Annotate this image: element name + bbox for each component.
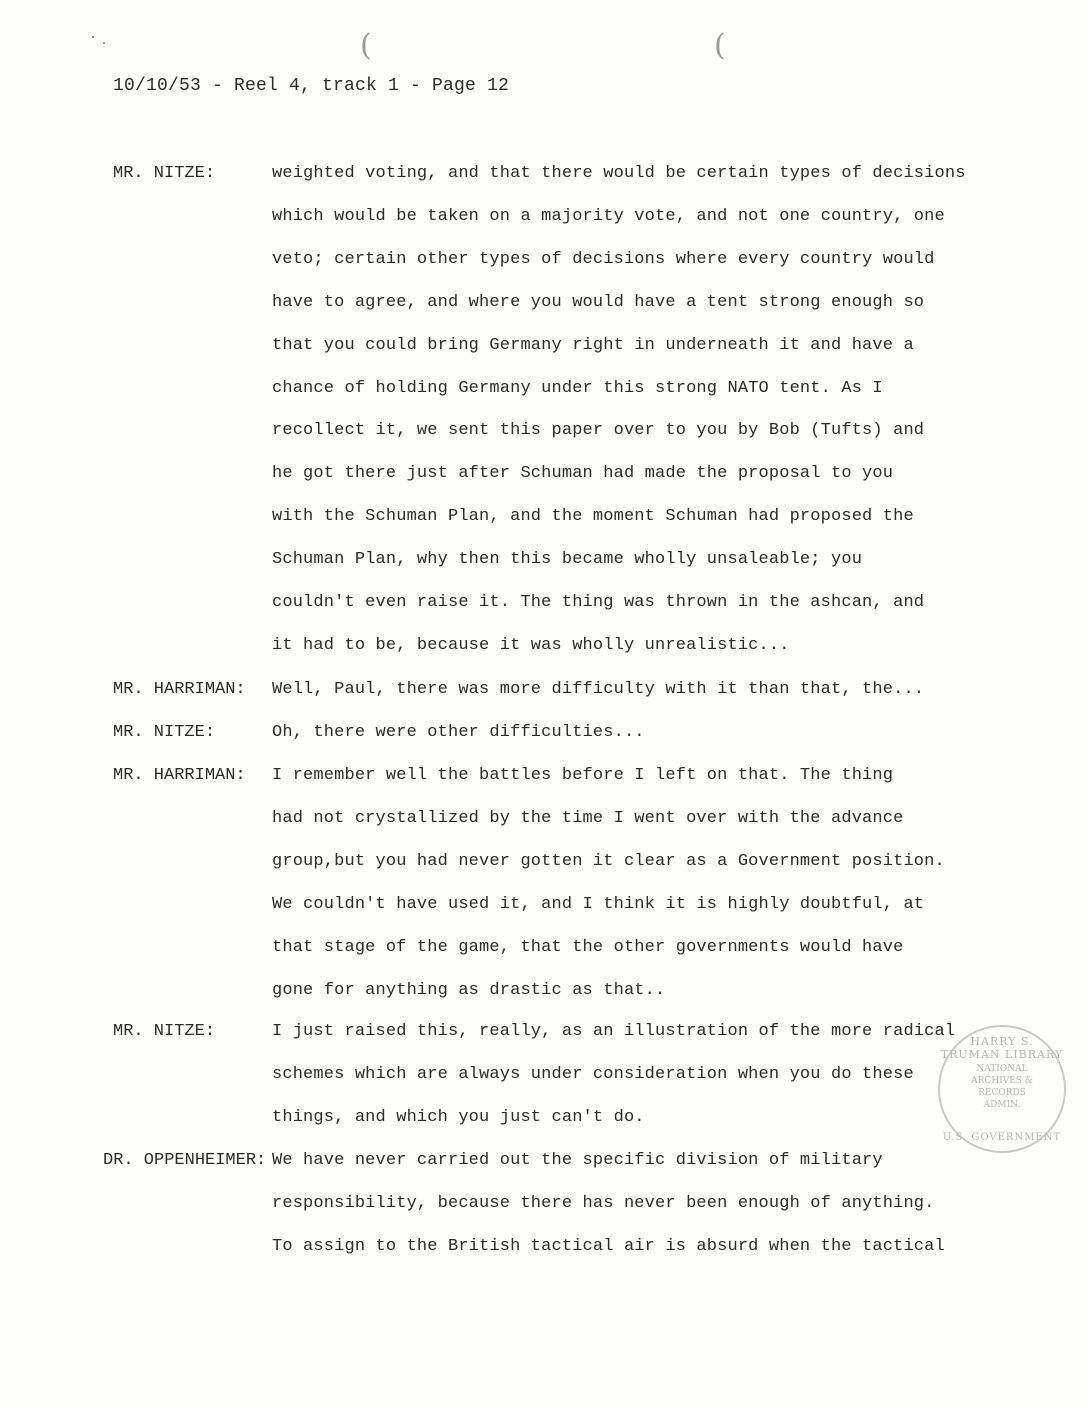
speech-line: recollect it, we sent this paper over to you by Bob (Tufts) and [272, 421, 925, 440]
speech-line: have to agree, and where you would have a tent strong enough so [272, 293, 925, 312]
speech-line: We couldn't have used it, and I think it is highly doubtful, at [272, 895, 925, 914]
speaker-label: MR. HARRIMAN: [113, 680, 246, 699]
speech-line: group,but you had never gotten it clear as a Government position. [272, 852, 945, 871]
stamp-center-line: ADMIN. [983, 1100, 1021, 1110]
punch-hole-mark-right: ( [714, 28, 726, 63]
punch-hole-mark-left: ( [360, 28, 372, 63]
speech-line: Well, Paul, there was more difficulty with it than that, the... [272, 680, 925, 699]
speech-line: I remember well the battles before I left on that. The thing [272, 766, 894, 785]
speech-line: with the Schuman Plan, and the moment Schuman had proposed the [272, 507, 914, 526]
speech-line: We have never carried out the specific division of military [272, 1151, 883, 1170]
archive-stamp [938, 1025, 1066, 1153]
speech-line: which would be taken on a majority vote, and not one country, one [272, 207, 945, 226]
speech-line: I just raised this, really, as an illustration of the more radical [272, 1022, 956, 1041]
stamp-center-line: ARCHIVES & [971, 1076, 1033, 1086]
speech-line: gone for anything as drastic as that.. [272, 981, 666, 1000]
speck-mark [103, 42, 105, 44]
speaker-label: MR. HARRIMAN: [113, 766, 246, 785]
speech-line: veto; certain other types of decisions where every country would [272, 250, 935, 269]
speech-line: had not crystallized by the time I went over with the advance [272, 809, 904, 828]
speck-mark [92, 36, 94, 38]
stamp-center-line: NATIONAL [976, 1064, 1028, 1074]
speech-line: things, and which you just can't do. [272, 1108, 645, 1127]
speaker-label: MR. NITZE: [113, 723, 216, 742]
speech-line: Oh, there were other difficulties... [272, 723, 645, 742]
speaker-label: MR. NITZE: [113, 164, 216, 183]
stamp-center-line: RECORDS [978, 1088, 1026, 1098]
speech-line: couldn't even raise it. The thing was thrown in the ashcan, and [272, 593, 925, 612]
page-header: 10/10/53 - Reel 4, track 1 - Page 12 [113, 76, 510, 96]
speaker-label: MR. NITZE: [113, 1022, 216, 1041]
speech-line: that you could bring Germany right in underneath it and have a [272, 336, 914, 355]
stamp-bottom-text: U.S. GOVERNMENT [942, 1132, 1062, 1143]
speech-line: that stage of the game, that the other governments would have [272, 938, 904, 957]
speech-line: he got there just after Schuman had made the proposal to you [272, 464, 894, 483]
speech-line: schemes which are always under consideration when you do these [272, 1065, 914, 1084]
speech-line: weighted voting, and that there would be certain types of decisions [272, 164, 966, 183]
speech-line: chance of holding Germany under this strong NATO tent. As I [272, 379, 883, 398]
speaker-label: DR. OPPENHEIMER: [103, 1151, 267, 1170]
stamp-top-text: HARRY S. TRUMAN LIBRARY [940, 1035, 1064, 1061]
speech-line: responsibility, because there has never been enough of anything. [272, 1194, 935, 1213]
speech-line: it had to be, because it was wholly unrealistic... [272, 636, 790, 655]
speech-line: To assign to the British tactical air is absurd when the tactical [272, 1237, 945, 1256]
stamp-center-text [940, 1063, 1064, 1111]
speech-line: Schuman Plan, why then this became wholly unsaleable; you [272, 550, 863, 569]
